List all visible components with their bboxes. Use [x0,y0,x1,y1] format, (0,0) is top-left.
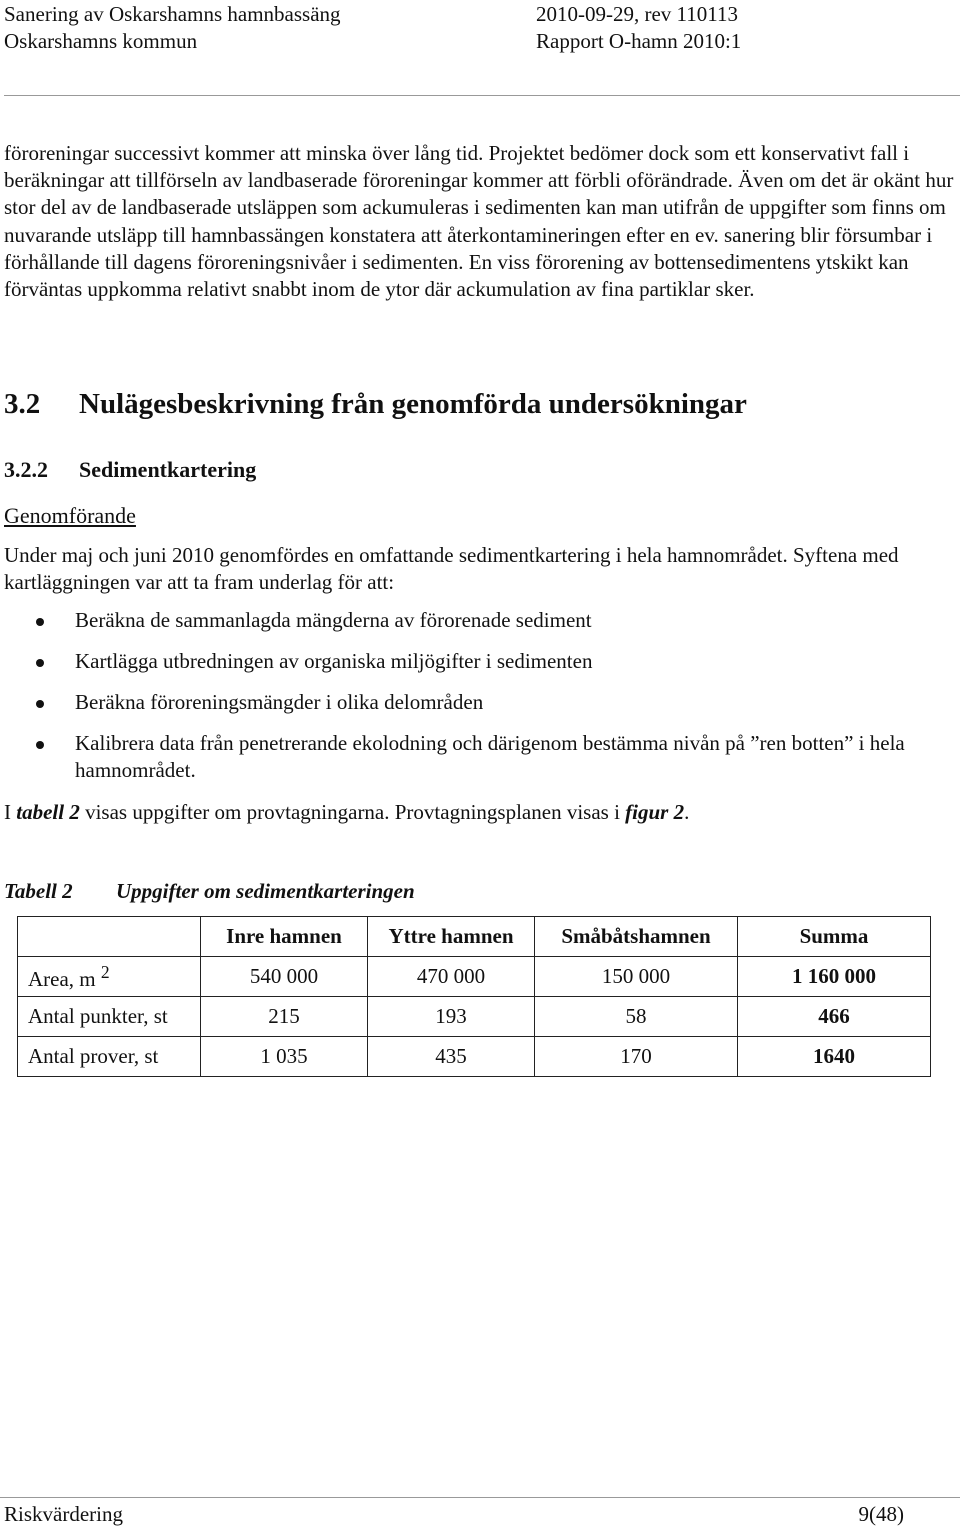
purpose-list [0,607,950,798]
table-caption-title: Uppgifter om sedimentkarteringen [116,879,415,903]
subsection-number: 3.2.2 [4,457,48,482]
data-table [17,916,931,1077]
table-header-cell: Summa [738,917,931,957]
header-report: Rapport O-hamn 2010:1 [536,29,742,53]
row-label: Area, m $^2$ [18,957,201,997]
bullet-icon [36,741,44,749]
table-header-cell: Småbåtshamnen [535,917,738,957]
footer-section: Riskvärdering [4,1502,123,1526]
table-cell-total: 1640 [738,1037,931,1077]
list-item: Kartlägga utbredningen av organiska miljögifter i sedimenten [0,648,950,675]
section-title: Nulägesbeskrivning från genomförda undersökningar [79,388,747,420]
header-title: Sanering av Oskarshamns hamnbassäng [4,2,341,26]
bullet-icon [36,618,44,626]
table-cell: 150 000 [535,957,738,997]
purpose-text [4,542,954,596]
table-row [18,1037,931,1077]
header-org: Oskarshamns kommun [4,29,198,53]
table-header-cell: Yttre hamnen [368,917,535,957]
header-date: 2010-09-29, rev 110113 [536,2,738,26]
row-label: Antal prover, st [18,1037,201,1077]
table-header-cell [18,917,201,957]
intro-text [4,140,954,303]
section-heading [4,384,747,424]
reference-sentence: I tabell 2 visas uppgifter om provtagningarna. Provtagningsplanen visas i figur 2. [4,800,690,824]
underline-heading: Genomförande [4,503,136,528]
table-cell: 470 000 [368,957,535,997]
table-cell: 193 [368,997,535,1037]
table-cell: 435 [368,1037,535,1077]
table-reference: tabell 2 [16,800,80,824]
list-item: Beräkna föroreningsmängder i olika delområden [0,689,950,716]
purpose-paragraph: Under maj och juni 2010 genomfördes en omfattande sedimentkartering i hela hamnområdet. Syftena med kartläggningen var att ta fram underlag för att: [4,543,899,595]
table-caption-number: Tabell 2 [4,879,73,903]
subsection-title: Sedimentkartering [79,457,257,482]
table-cell: 58 [535,997,738,1037]
page-number: 9(48) [858,1502,904,1526]
figure-reference: figur 2 [625,800,685,824]
bullet-icon [36,700,44,708]
table-header-cell: Inre hamnen [201,917,368,957]
bullet-icon [36,659,44,667]
table-cell-total: 466 [738,997,931,1037]
list-item: Beräkna de sammanlagda mängderna av förorenade sediment [0,607,950,634]
table-cell: 170 [535,1037,738,1077]
footer-divider [0,1497,960,1498]
header-divider [4,95,960,96]
table-row [18,957,931,997]
subsection-heading [4,454,256,486]
table-cell-total: 1 160 000 [738,957,931,997]
table-header-row [18,917,931,957]
intro-paragraph: föroreningar successivt kommer att minska över lång tid. Projektet bedömer dock som ett konservativt fall i beräkningar att tillförseln av landbaserade föroreningar kommer att förbli oförändrade. Även om det är okänt hur stor del av de landbaserade utsläppen som ackumuleras i sedimenten kan man utifrån de uppgifter som finns om nuvarande utsläpp till hamnbassängen konstatera att återkontamineringen efter en ev. sanering blir försumbar i förhållande till dagens föroreningsnivåer i sedimenten. En viss förorening av bottensedimentens ytskikt kan förväntas uppkomma relativt snabbt inom de ytor där ackumulation av fina partiklar sker. [4,141,954,302]
list-item: Kalibrera data från penetrerande ekolodning och därigenom bestämma nivån på ”ren botten” i hela hamnområdet. [0,730,950,784]
page-header [4,0,960,96]
table-caption [4,875,415,907]
table-cell: 1 035 [201,1037,368,1077]
table-cell: 215 [201,997,368,1037]
row-label: Antal punkter, st [18,997,201,1037]
table-row [18,997,931,1037]
section-number: 3.2 [4,388,41,420]
table-cell: 540 000 [201,957,368,997]
